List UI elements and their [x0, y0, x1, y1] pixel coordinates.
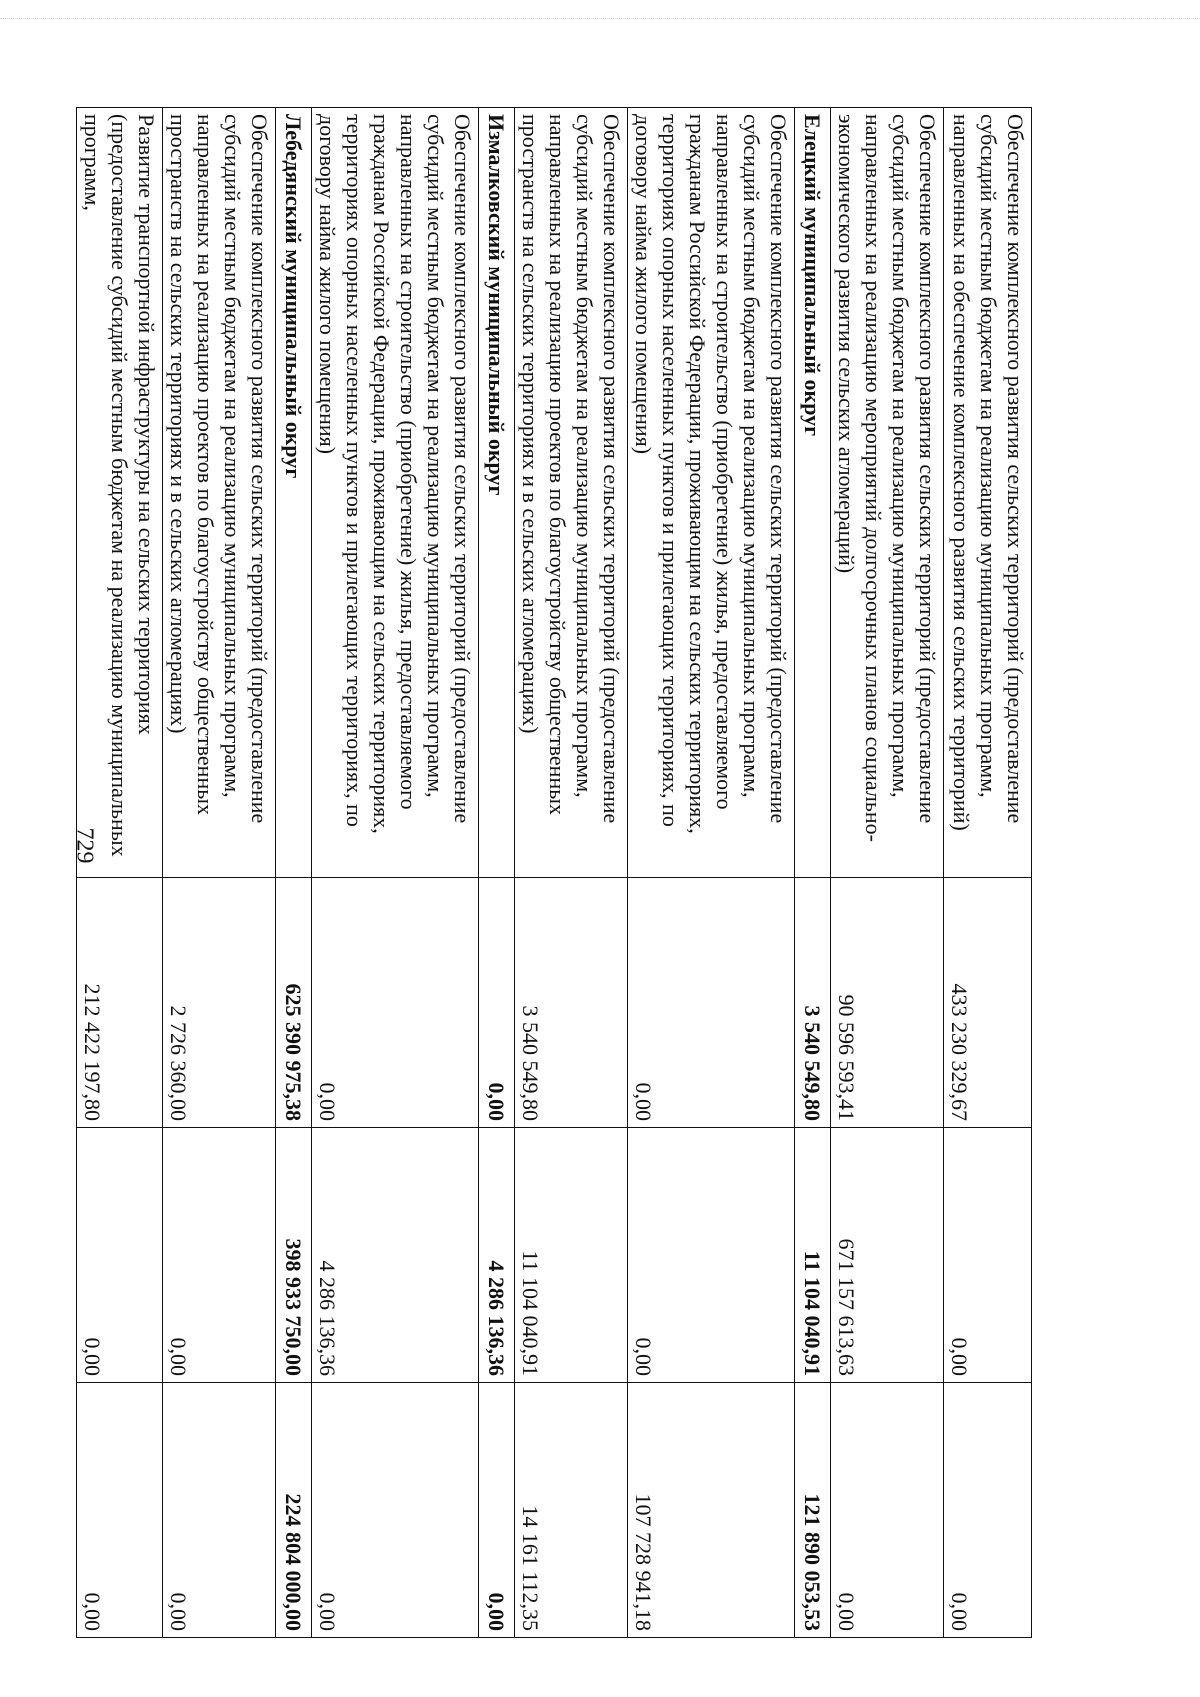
group-total-2: 11 104 040,91 — [795, 1128, 831, 1383]
group-name: Елецкий муниципальный округ — [795, 108, 831, 878]
table-row — [163, 108, 276, 1638]
value-cell-1: 90 596 593,41 — [831, 878, 944, 1128]
page-number: 729 — [71, 827, 98, 864]
value-cell-1: 3 540 549,80 — [515, 878, 628, 1128]
value-cell-2: 4 286 136,36 — [312, 1128, 479, 1383]
value-cell-1: 433 230 329,67 — [944, 878, 1032, 1128]
value-cell-3: 0,00 — [831, 1383, 944, 1638]
value-cell-2: 0,00 — [944, 1128, 1032, 1383]
group-row — [479, 108, 515, 1638]
value-cell-2: 11 104 040,91 — [515, 1128, 628, 1383]
row-description: Развитие транспортной инфраструктуры на сельских территориях (предоставление субсидий местным бюджетам на реализацию муниципальных программ, — [77, 108, 163, 878]
value-cell-1: 0,00 — [628, 878, 795, 1128]
row-description: Обеспечение комплексного развития сельских территорий (предоставление субсидий местным бюджетам на реализацию муниципальных программ, направленных на обеспечение комплексного развития сельских территорий) — [944, 108, 1032, 878]
group-total-2: 398 933 750,00 — [276, 1128, 312, 1383]
group-name: Измалковский муниципальный округ — [479, 108, 515, 878]
table-row — [77, 108, 163, 1638]
group-total-2: 4 286 136,36 — [479, 1128, 515, 1383]
row-description: Обеспечение комплексного развития сельских территорий (предоставление субсидий местным бюджетам на реализацию муниципальных программ, направленных на строительство (приобретение) жилья, предоставляемого гражданам Российской Федерации, проживающим на сельских территориях, территориях опорных населенных пунктов и прилегающих территориях, по договору найма жилого помещения) — [312, 108, 479, 878]
table-row — [515, 108, 628, 1638]
group-total-3: 0,00 — [479, 1383, 515, 1638]
row-description: Обеспечение комплексного развития сельских территорий (предоставление субсидий местным бюджетам на реализацию муниципальных программ, направленных на реализацию проектов по благоустройству общественных пространств на сельских территориях и в сельских агломерациях) — [515, 108, 628, 878]
group-total-1: 3 540 549,80 — [795, 878, 831, 1128]
value-cell-3: 14 161 112,35 — [515, 1383, 628, 1638]
value-cell-1: 2 726 360,00 — [163, 878, 276, 1128]
table-row — [628, 108, 795, 1638]
group-total-3: 224 804 000,00 — [276, 1383, 312, 1638]
value-cell-3: 107 728 941,18 — [628, 1383, 795, 1638]
table-row — [944, 108, 1032, 1638]
scan-edge-line — [0, 18, 1200, 19]
budget-table — [76, 107, 1032, 1638]
group-row — [795, 108, 831, 1638]
value-cell-3: 0,00 — [163, 1383, 276, 1638]
value-cell-1: 0,00 — [312, 878, 479, 1128]
row-description: Обеспечение комплексного развития сельских территорий (предоставление субсидий местным бюджетам на реализацию муниципальных программ, направленных на строительство (приобретение) жилья, предоставляемого гражданам Российской Федерации, проживающим на сельских территориях, территориях опорных населенных пунктов и прилегающих территориях, по договору найма жилого помещения) — [628, 108, 795, 878]
group-name: Лебедянский муниципальный округ — [276, 108, 312, 878]
value-cell-2: 0,00 — [163, 1128, 276, 1383]
value-cell-1: 212 422 197,80 — [77, 878, 163, 1128]
table-row — [831, 108, 944, 1638]
group-row — [276, 108, 312, 1638]
value-cell-2: 671 157 613,63 — [831, 1128, 944, 1383]
value-cell-2: 0,00 — [77, 1128, 163, 1383]
budget-table-body — [77, 108, 1032, 1638]
value-cell-3: 0,00 — [312, 1383, 479, 1638]
row-description: Обеспечение комплексного развития сельских территорий (предоставление субсидий местным бюджетам на реализацию муниципальных программ, направленных на реализацию проектов по благоустройству общественных пространств на сельских территориях и в сельских агломерациях) — [163, 108, 276, 878]
value-cell-3: 0,00 — [77, 1383, 163, 1638]
group-total-1: 625 390 975,38 — [276, 878, 312, 1128]
group-total-1: 0,00 — [479, 878, 515, 1128]
row-description: Обеспечение комплексного развития сельских территорий (предоставление субсидий местным бюджетам на реализацию муниципальных программ, направленных на реализацию мероприятий долгосрочных планов социально-экономического развития сельских агломераций) — [831, 108, 944, 878]
value-cell-2: 0,00 — [628, 1128, 795, 1383]
value-cell-3: 0,00 — [944, 1383, 1032, 1638]
group-total-3: 121 890 053,53 — [795, 1383, 831, 1638]
table-row — [312, 108, 479, 1638]
